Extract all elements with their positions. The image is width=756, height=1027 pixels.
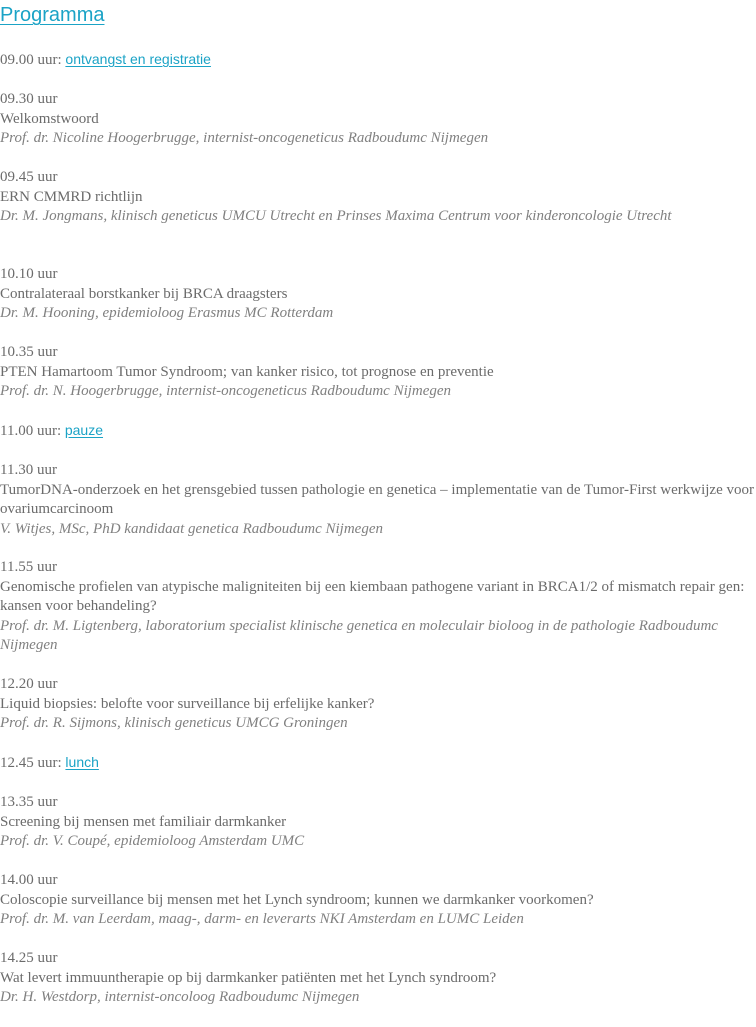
time-label: 11.55 uur — [0, 559, 57, 575]
schedule-item — [0, 675, 756, 734]
schedule-item — [0, 871, 756, 930]
schedule-break-item — [0, 50, 756, 71]
schedule-break-item — [0, 753, 756, 774]
speaker-info: Prof. dr. R. Sijmons, klinisch geneticus UMCG Groningen — [0, 715, 348, 731]
talk-title: Coloscopie surveillance bij mensen met het Lynch syndroom; kunnen we darmkanker voorkomen? — [0, 891, 594, 908]
schedule-break-line — [0, 50, 756, 71]
schedule-item — [0, 949, 756, 1008]
talk-title: Welkomstwoord — [0, 110, 99, 127]
schedule-break-item — [0, 421, 756, 442]
speaker-info: Prof. dr. N. Hoogerbrugge, internist-oncogeneticus Radboudumc Nijmegen — [0, 383, 452, 399]
schedule-item — [0, 558, 756, 656]
registration-link[interactable]: ontvangst en registratie — [65, 51, 211, 67]
speaker-info: Dr. M. Jongmans, klinisch geneticus UMCU Utrecht en Prinses Maxima Centrum voor kinderoncologie Utrecht — [0, 208, 672, 224]
schedule-item — [0, 168, 756, 227]
time-label: 14.00 uur — [0, 872, 58, 888]
talk-title: Wat levert immuuntherapie op bij darmkanker patiënten met het Lynch syndroom? — [0, 969, 497, 986]
talk-title: Liquid biopsies: belofte voor surveillance bij erfelijke kanker? — [0, 695, 375, 712]
talk-title: ERN CMMRD richtlijn — [0, 188, 143, 205]
time-label: 09.00 uur: — [0, 52, 62, 68]
time-label: 09.30 uur — [0, 91, 58, 107]
lunch-link[interactable]: lunch — [65, 754, 99, 770]
time-label: 11.00 uur: — [0, 423, 62, 439]
time-label: 12.45 uur: — [0, 755, 62, 771]
schedule-item — [0, 265, 756, 324]
speaker-info: Prof. dr. M. van Leerdam, maag-, darm- en leverarts NKI Amsterdam en LUMC Leiden — [0, 911, 524, 927]
speaker-info: V. Witjes, MSc, PhD kandidaat genetica Radboudumc Nijmegen — [0, 520, 383, 537]
schedule-break-line — [0, 421, 756, 442]
time-label: 11.30 uur — [0, 462, 57, 478]
schedule-item — [0, 90, 756, 149]
speaker-info: Dr. H. Westdorp, internist-oncoloog Radboudumc Nijmegen — [0, 989, 360, 1005]
schedule-item — [0, 793, 756, 852]
speaker-info: Prof. dr. M. Ligtenberg, laboratorium specialist klinische genetica en moleculair bioloog in de pathologie Radboudumc Nijmegen — [0, 617, 718, 653]
time-label: 14.25 uur — [0, 950, 58, 966]
schedule-break-line — [0, 753, 756, 774]
talk-title: TumorDNA-onderzoek en het grensgebied tussen pathologie en genetica – implementatie van de Tumor-First werkwijze voor ovariumcarcinoom — [0, 481, 754, 517]
time-label: 10.10 uur — [0, 266, 58, 282]
pause-link[interactable]: pauze — [64, 422, 104, 438]
schedule-item — [0, 343, 756, 402]
talk-title: Contralateraal borstkanker bij BRCA draagsters — [0, 285, 288, 302]
time-label: 13.35 uur — [0, 794, 58, 810]
time-label: 12.20 uur — [0, 676, 58, 692]
time-label: 09.45 uur — [0, 169, 58, 185]
program-title-link[interactable]: Programma — [0, 4, 105, 26]
speaker-info: Prof. dr. Nicoline Hoogerbrugge, internist-oncogeneticus Radboudumc Nijmegen — [0, 130, 489, 146]
talk-title: Genomische profielen van atypische maligniteiten bij een kiembaan pathogene variant in BRCA1/2 of mismatch repair gen: kansen voor behandeling? — [0, 578, 745, 614]
time-label: 10.35 uur — [0, 344, 58, 360]
talk-title: PTEN Hamartoom Tumor Syndroom; van kanker risico, tot prognose en preventie — [0, 363, 494, 380]
speaker-info: Dr. M. Hooning, epidemioloog Erasmus MC Rotterdam — [0, 305, 334, 321]
speaker-info: Prof. dr. V. Coupé, epidemioloog Amsterdam UMC — [0, 833, 305, 849]
schedule-item — [0, 461, 756, 539]
talk-title: Screening bij mensen met familiair darmkanker — [0, 813, 287, 830]
